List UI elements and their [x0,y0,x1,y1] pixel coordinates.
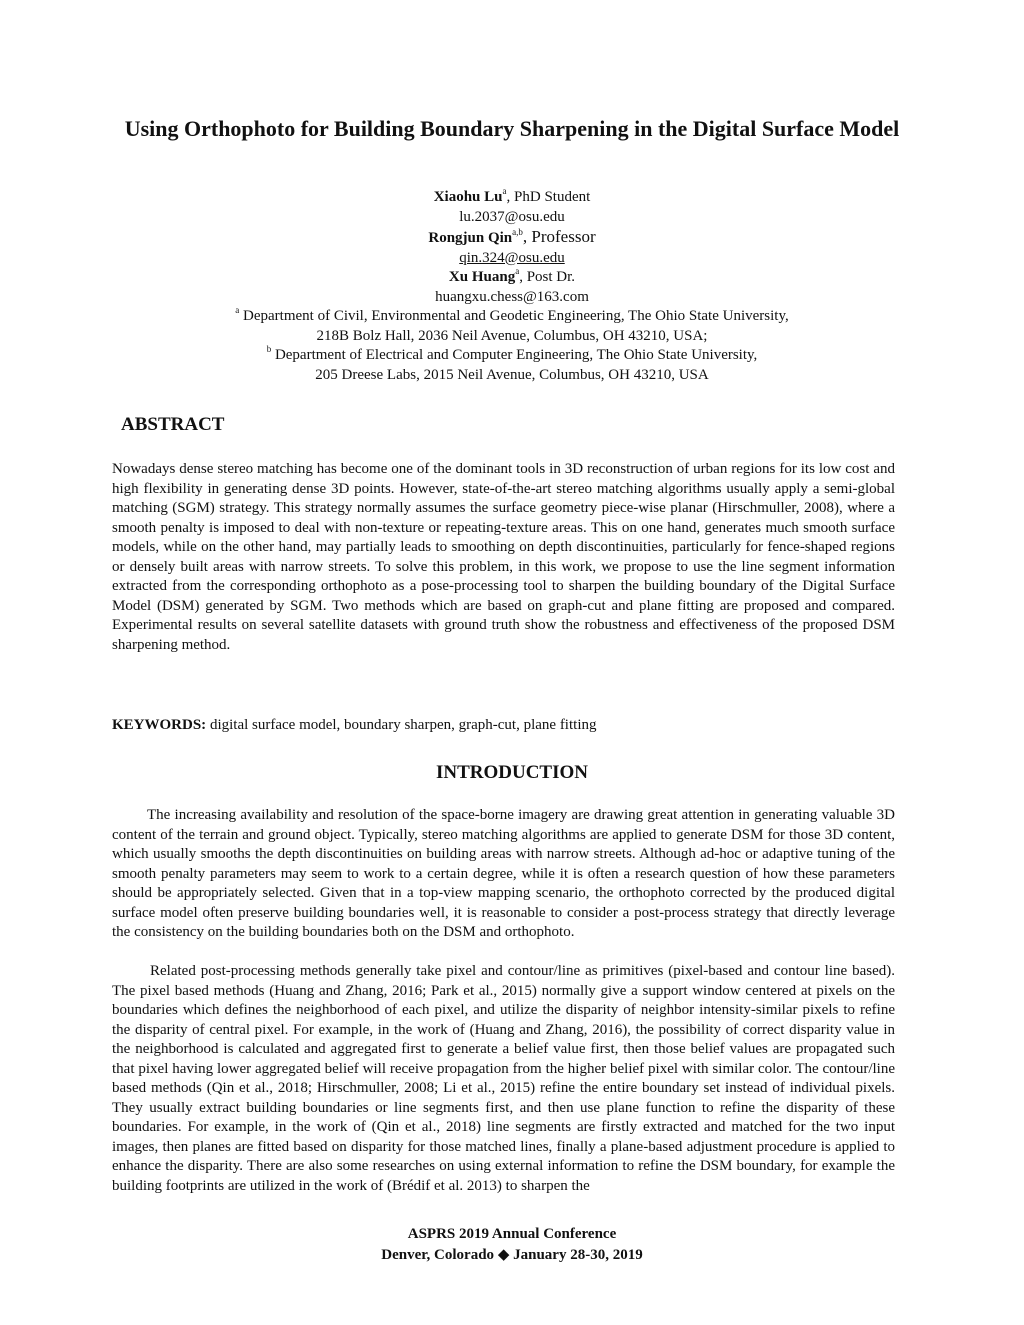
paper-title: Using Orthophoto for Building Boundary Sharpening in the Digital Surface Model [124,116,900,141]
author-email: lu.2037@osu.edu [459,208,565,225]
author-name: Rongjun Qin [428,230,513,246]
introduction-paragraph-1: The increasing availability and resolution of the space-borne imagery are drawing great attention in generating valuable 3D content of the terrain and ground object. Typically, stereo matching algorithms are applied to generate DSM for those 3D content, which usually smooths the depth discontinuities on building areas with narrow streets. Although ad-hoc or adaptive tuning of the smooth penalty parameters may seem to work to a certain degree, while it is often a research question of how these parameters should be appropriately selected. Given that in a top-view mapping scenario, the orthophoto corrected by the produced digital surface model often preserve building boundaries well, it is reasonable to consider a post-process strategy that directly leverage the consistency on the building boundaries both on the DSM and orthophoto. [112,807,895,940]
author-email-link[interactable]: qin.324@osu.edu [459,249,565,266]
keywords-label: KEYWORDS: [112,717,207,733]
conference-footer [112,1224,912,1266]
diamond-icon: ◆ [497,1247,510,1263]
affiliation-mark: b [266,344,272,354]
affiliation-address: 205 Dreese Labs, 2015 Neil Avenue, Columbus, OH 43210, USA [315,366,709,383]
author-email: huangxu.chess@163.com [435,288,589,305]
author-block [112,188,912,385]
affiliation-mark: a [235,305,240,315]
author-affiliation-mark: a [515,266,520,276]
author-role: , Post Dr. [519,269,576,285]
author-line [112,227,912,249]
abstract-heading: ABSTRACT [121,414,225,435]
introduction-paragraph-2: Related post-processing methods generally take pixel and contour/line as primitives (pixel-based and contour line based). The pixel based methods (Huang and Zhang, 2016; Park et al., 2015) normally give a support window centered at pixels on the boundaries which defines the neighborhood of each pixel, and utilize the disparity of neighbor intensity-similar pixels to refine the disparity of central pixel. For example, in the work of (Huang and Zhang, 2016), the possibility of correct disparity value in the neighborhood is calculated and aggregated first to generate a belief value first, then those belief values are propagated such that pixel having lower aggregated belief will receive propagation from the higher belief pixel with similar color. The contour/line based methods (Qin et al., 2018; Hirschmuller, 2008; Li et al., 2015) refine the entire boundary set instead of individual pixels. They usually extract building boundaries or line segments first, and then use plane function to refine the disparity of these boundaries. For example, in the work of (Qin et al., 2018) line segments are firstly extracted and matched for the two input images, then planes are fitted based on disparity for those matched lines, finally a plane-based adjustment procedure is applied to enhance the disparity. There are also some researches on using external information to refine the DSM boundary, for example the building footprints are utilized in the work of (Brédif et al. 2013) to sharpen the [112,963,895,1194]
affiliation-line [112,346,912,366]
author-name: Xiaohu Lu [433,189,503,205]
author-line [112,188,912,208]
footer-place: Denver, Colorado [381,1247,495,1263]
abstract-text: Nowadays dense stereo matching has become one of the dominant tools in 3D reconstruction of urban regions for its low cost and high flexibility in generating dense 3D points. However, state-of-the-art stereo matching algorithms usually apply a semi-global matching (SGM) strategy. This strategy normally assumes the surface geometry piece-wise planar (Hirschmuller, 2008), where a smooth penalty is imposed to deal with non-texture or repeating-texture areas. This on one hand, generates much smooth surface models, while on the other hand, may partially leads to smoothing on depth discontinuities, particularly for fence-shaped regions or densely built areas with narrow streets. To solve this problem, in this work, we propose to use the line segment information extracted from the corresponding orthophoto as a pose-processing tool to sharpen the building boundary of the Digital Surface Model (DSM) generated by SGM. Two methods which are based on graph-cut and plane fitting are proposed and compared. Experimental results on several satellite datasets with ground truth show the robustness and effectiveness of the proposed DSM sharpening method. [112,461,895,653]
footer-location-line [112,1245,912,1266]
affiliation-text: Department of Civil, Environmental and Geodetic Engineering, The Ohio State University, [243,308,789,324]
affiliation-line [112,307,912,327]
affiliation-address: 218B Bolz Hall, 2036 Neil Avenue, Columbus, OH 43210, USA; [316,327,708,344]
author-line [112,268,912,288]
footer-dates: January 28-30, 2019 [513,1247,643,1263]
author-name: Xu Huang [448,269,516,285]
keywords-text: digital surface model, boundary sharpen, graph-cut, plane fitting [206,717,597,733]
author-role: , PhD Student [506,189,591,205]
affiliation-text: Department of Electrical and Computer Engineering, The Ohio State University, [274,347,758,363]
introduction-heading: INTRODUCTION [435,762,589,783]
author-affiliation-mark: a [502,186,507,196]
author-role: , Professor [522,227,596,246]
keywords-line [112,716,596,736]
footer-conference: ASPRS 2019 Annual Conference [407,1226,617,1242]
author-affiliation-mark: a,b [512,227,523,237]
